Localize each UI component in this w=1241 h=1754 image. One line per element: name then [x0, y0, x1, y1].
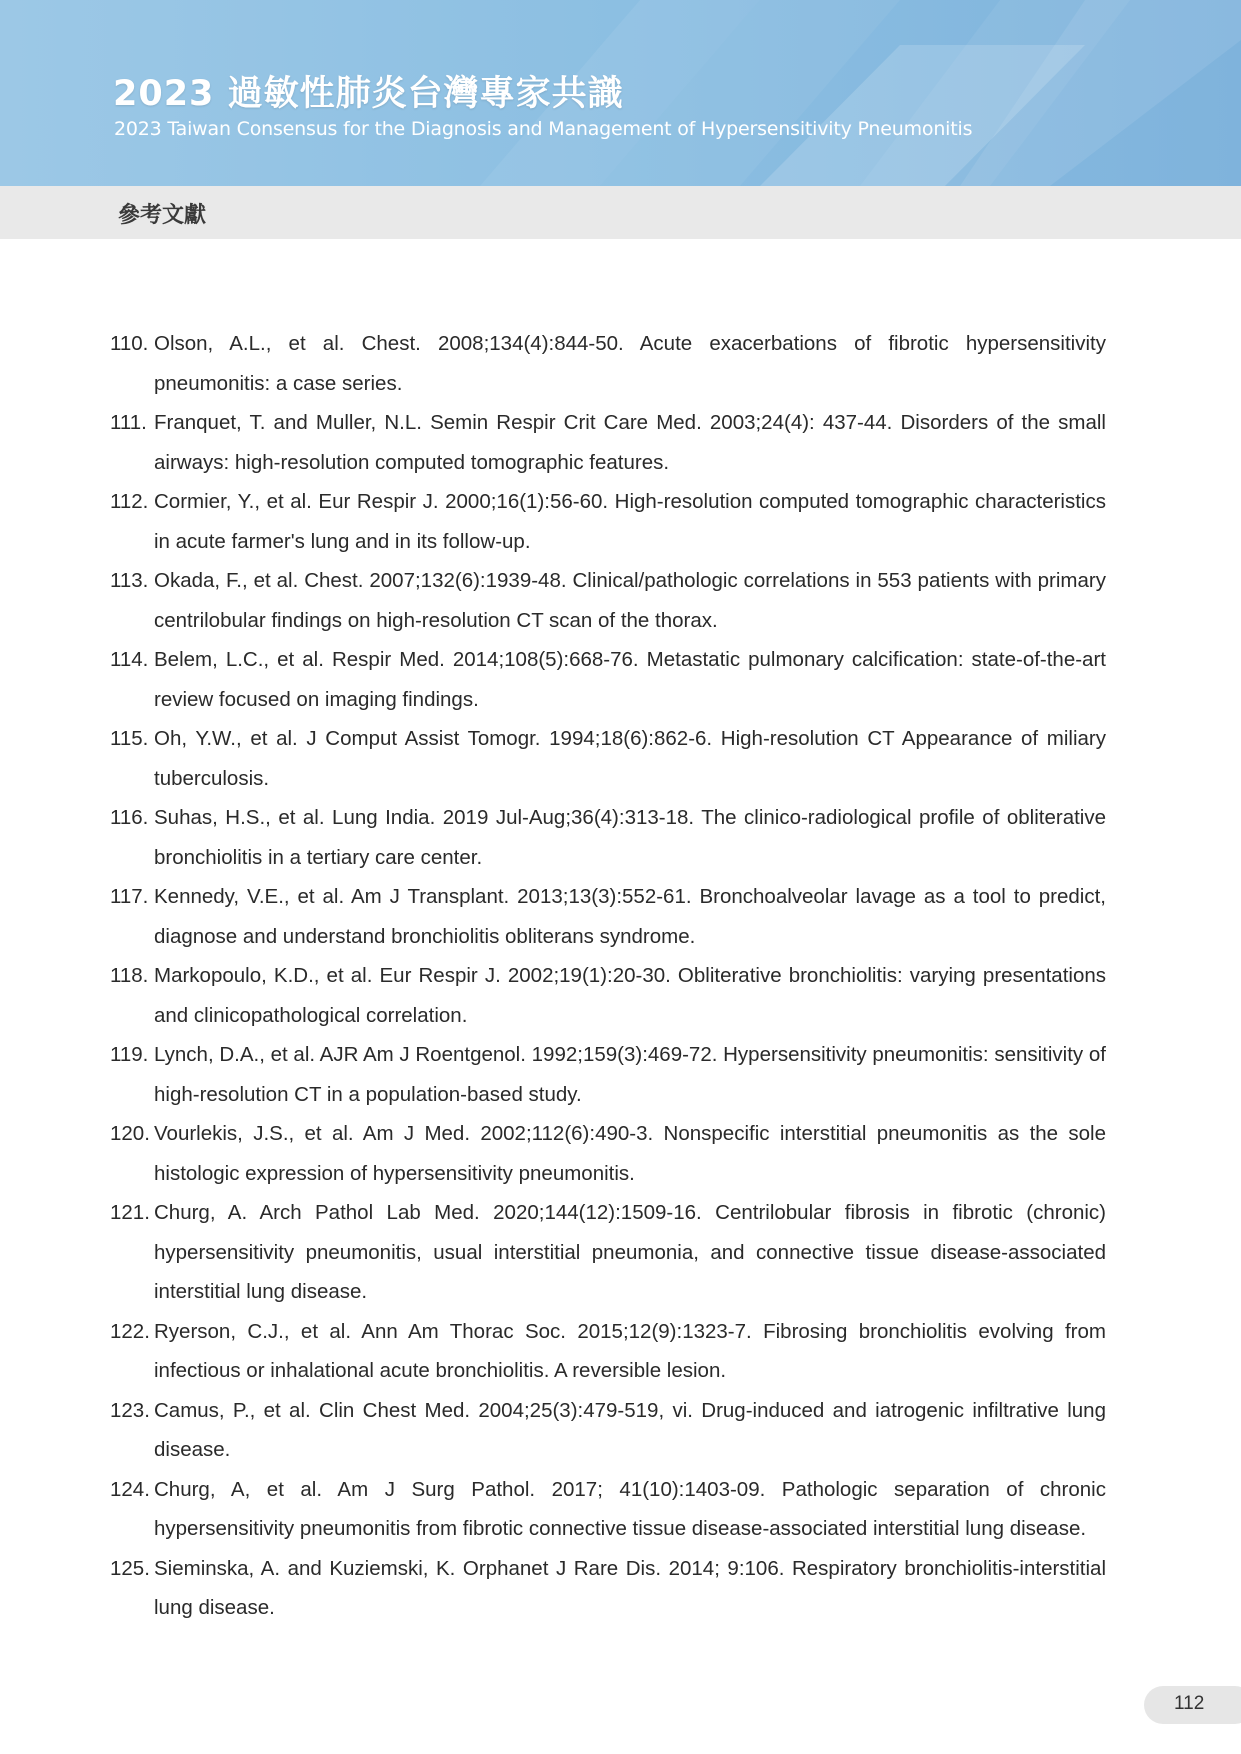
reference-number: 119.: [110, 1043, 149, 1066]
reference-item: [110, 1035, 1106, 1114]
reference-number: 124.: [110, 1477, 150, 1501]
reference-item: [110, 1114, 1106, 1193]
reference-item: [110, 324, 1106, 403]
reference-list: [110, 324, 1106, 1628]
reference-item: [110, 877, 1106, 956]
reference-text: Olson, A.L., et al. Chest. 2008;134(4):844-50. Acute exacerbations of fibrotic hypersensitivity pneumonitis: a case series.: [154, 332, 1106, 395]
reference-number: 113.: [110, 569, 149, 592]
reference-item: [110, 482, 1106, 561]
reference-text: Churg, A. Arch Pathol Lab Med. 2020;144(12):1509-16. Centrilobular fibrosis in fibrotic (chronic) hypersensitivity pneumonitis, usual interstitial pneumonia, and connective tissue disease-associated interstitial lung disease.: [154, 1201, 1106, 1303]
document-title-en: 2023 Taiwan Consensus for the Diagnosis and Management of Hypersensitivity Pneumonitis: [114, 118, 973, 140]
reference-item: [110, 798, 1106, 877]
reference-item: [110, 403, 1106, 482]
reference-number: 125.: [110, 1556, 150, 1580]
reference-text: Okada, F., et al. Chest. 2007;132(6):1939-48. Clinical/pathologic correlations in 553 patients with primary centrilobular findings on high-resolution CT scan of the thorax.: [154, 569, 1106, 632]
reference-text: Oh, Y.W., et al. J Comput Assist Tomogr. 1994;18(6):862-6. High-resolution CT Appearance of miliary tuberculosis.: [154, 727, 1106, 790]
section-title: 參考文獻: [118, 203, 207, 228]
reference-number: 120.: [110, 1122, 150, 1145]
reference-number: 123.: [110, 1398, 150, 1422]
reference-text: Belem, L.C., et al. Respir Med. 2014;108(5):668-76. Metastatic pulmonary calcification: state-of-the-art review focused on imaging findings.: [154, 648, 1106, 711]
reference-number: 117.: [110, 885, 149, 908]
reference-item: [110, 1312, 1106, 1391]
reference-item: [110, 1470, 1106, 1549]
page-number-badge: [1144, 1686, 1241, 1724]
reference-item: [110, 640, 1106, 719]
reference-item: [110, 1549, 1106, 1628]
reference-number: 112.: [110, 490, 149, 513]
document-title-zh: 2023 過敏性肺炎台灣專家共識: [113, 74, 624, 114]
reference-item: [110, 719, 1106, 798]
reference-text: Sieminska, A. and Kuziemski, K. Orphanet J Rare Dis. 2014; 9:106. Respiratory bronchiolitis-interstitial lung disease.: [154, 1556, 1106, 1619]
reference-text: Kennedy, V.E., et al. Am J Transplant. 2013;13(3):552-61. Bronchoalveolar lavage as a tool to predict, diagnose and understand bronchiolitis obliterans syndrome.: [154, 885, 1106, 948]
section-header: [0, 186, 1241, 239]
reference-text: Camus, P., et al. Clin Chest Med. 2004;25(3):479-519, vi. Drug-induced and iatrogenic infiltrative lung disease.: [154, 1398, 1106, 1461]
reference-item: [110, 561, 1106, 640]
reference-number: 122.: [110, 1319, 150, 1343]
reference-text: Ryerson, C.J., et al. Ann Am Thorac Soc. 2015;12(9):1323-7. Fibrosing bronchiolitis evolving from infectious or inhalational acute bronchiolitis. A reversible lesion.: [154, 1319, 1106, 1382]
reference-number: 116.: [110, 806, 149, 829]
reference-number: 111.: [110, 411, 147, 434]
header-banner: [0, 0, 1241, 186]
reference-text: Lynch, D.A., et al. AJR Am J Roentgenol. 1992;159(3):469-72. Hypersensitivity pneumonitis: sensitivity of high-resolution CT in a population-based study.: [154, 1043, 1106, 1106]
reference-item: [110, 956, 1106, 1035]
page-number: 112: [1174, 1693, 1205, 1714]
reference-item: [110, 1391, 1106, 1470]
reference-item: [110, 1193, 1106, 1312]
reference-text: Cormier, Y., et al. Eur Respir J. 2000;16(1):56-60. High-resolution computed tomographic characteristics in acute farmer's lung and in its follow-up.: [154, 490, 1106, 553]
reference-text: Markopoulo, K.D., et al. Eur Respir J. 2002;19(1):20-30. Obliterative bronchiolitis: varying presentations and clinicopathological correlation.: [154, 964, 1106, 1027]
reference-number: 114.: [110, 648, 149, 671]
reference-number: 118.: [110, 964, 149, 987]
reference-number: 121.: [110, 1201, 150, 1224]
reference-text: Suhas, H.S., et al. Lung India. 2019 Jul-Aug;36(4):313-18. The clinico-radiological profile of obliterative bronchiolitis in a tertiary care center.: [154, 806, 1106, 869]
reference-text: Franquet, T. and Muller, N.L. Semin Respir Crit Care Med. 2003;24(4): 437-44. Disorders of the small airways: high-resolution computed tomographic features.: [154, 411, 1106, 474]
reference-text: Vourlekis, J.S., et al. Am J Med. 2002;112(6):490-3. Nonspecific interstitial pneumonitis as the sole histologic expression of hypersensitivity pneumonitis.: [154, 1122, 1106, 1185]
reference-number: 115.: [110, 727, 149, 750]
reference-number: 110.: [110, 332, 149, 355]
reference-text: Churg, A, et al. Am J Surg Pathol. 2017; 41(10):1403-09. Pathologic separation of chronic hypersensitivity pneumonitis from fibrotic connective tissue disease-associated interstitial lung disease.: [154, 1477, 1106, 1540]
